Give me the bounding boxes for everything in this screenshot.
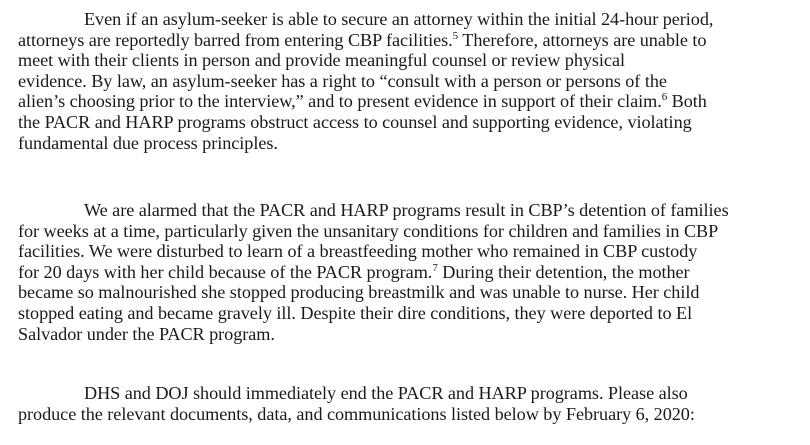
paragraph-request (18, 383, 808, 424)
text-line: meet with their clients in person and provide meaningful counsel or review physical (18, 50, 625, 71)
paragraph-attorney-access (18, 9, 808, 153)
footnote-ref-6[interactable]: 6 (661, 91, 668, 104)
text-line: for weeks at a time, particularly given the unsanitary conditions for children and families in CBP (18, 220, 719, 241)
text-line: Salvador under the PACR program. (18, 323, 275, 344)
text-line: produce the relevant documents, data, and communications listed below by February 6, 2020: (18, 403, 695, 424)
text-line: alien’s choosing prior to the interview,” and to present evidence in support of their claim.$^6$ Both (18, 91, 707, 112)
text-line: the PACR and HARP programs obstruct access to counsel and supporting evidence, violating (18, 111, 692, 132)
text-line: became so malnourished she stopped producing breastmilk and was unable to nurse. Her child (18, 282, 700, 303)
footnote-ref-5[interactable]: 5 (452, 29, 459, 42)
text-line: DHS and DOJ should immediately end the PACR and HARP programs. Please also (84, 383, 688, 403)
text-line: facilities. We were disturbed to learn of a breastfeeding mother who remained in CBP custody (18, 241, 698, 262)
text-line: We are alarmed that the PACR and HARP programs result in CBP’s detention of families (84, 200, 729, 220)
text-line: fundamental due process principles. (18, 132, 278, 153)
text-line: attorneys are reportedly barred from entering CBP facilities.$^5$ Therefore, attorneys are unable to (18, 29, 707, 50)
footnote-ref-7[interactable]: 7 (432, 261, 438, 274)
text-line: evidence. By law, an asylum-seeker has a right to “consult with a person or persons of the (18, 70, 667, 91)
text-line: stopped eating and became gravely ill. Despite their dire conditions, they were deported to El (18, 302, 693, 323)
text-line: Even if an asylum-seeker is able to secure an attorney within the initial 24-hour period, (84, 9, 714, 29)
text-line: for 20 days with her child because of the PACR program.$^7$ During their detention, the mother (18, 261, 690, 282)
paragraph-detention-conditions (18, 200, 808, 344)
